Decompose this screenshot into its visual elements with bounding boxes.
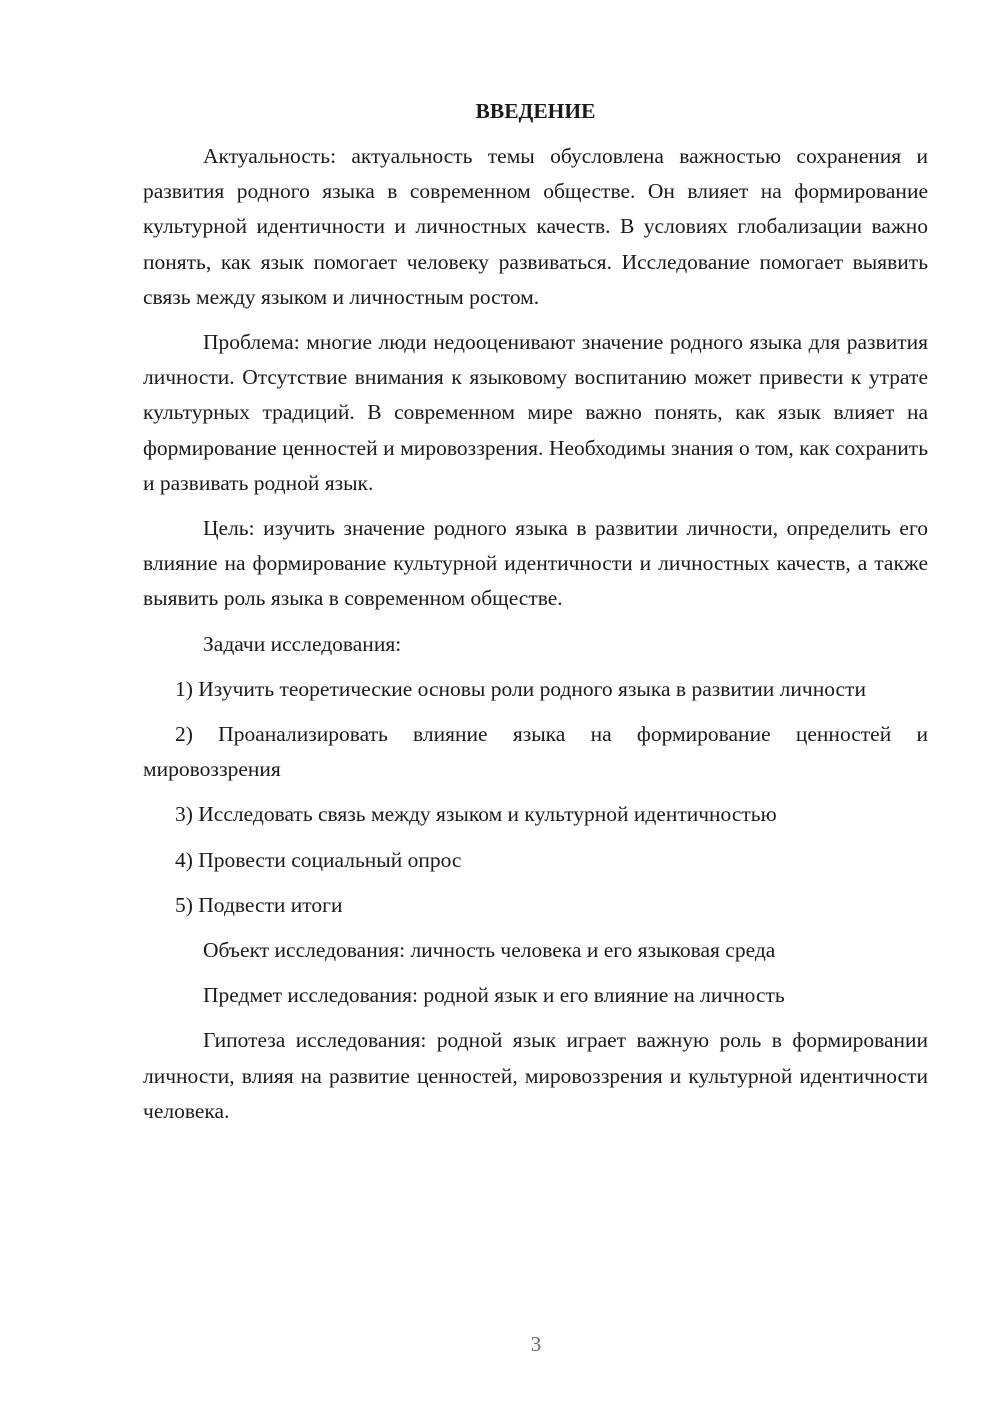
task-item-5: 5) Подвести итоги — [175, 892, 343, 917]
research-subject: Предмет исследования: родной язык и его влияние на личность — [203, 983, 785, 1008]
paragraph-goal: Цель: изучить значение родного языка в развитии личности, определить его влияние на формирование культурной идентичности и личностных качеств, а также выявить роль языка в современном обществе. — [143, 516, 928, 611]
paragraph-relevance: Актуальность: актуальность темы обусловлена важностью сохранения и развития родного языка в современном обществе. Он влияет на формирование культурной идентичности и личностных качеств. В условиях глобализации важно понять, как язык помогает человеку развиваться. Исследование помогает выявить связь между языком и личностным ростом. — [143, 144, 928, 309]
research-object: Объект исследования: личность человека и его языковая среда — [203, 938, 776, 963]
task-item-1: 1) Изучить теоретические основы роли родного языка в развитии личности — [175, 676, 866, 701]
paragraph-problem: Проблема: многие люди недооценивают значение родного языка для развития личности. Отсутствие внимания к языковому воспитанию может привести к утрате культурных традиций. В современном мире важно понять, как язык влияет на формирование ценностей и мировоззрения. Необходимы знания о том, как сохранить и развивать родной язык. — [143, 330, 928, 495]
page-title: ВВЕДЕНИЕ — [475, 99, 596, 123]
page-number: 3 — [530, 1332, 542, 1356]
document-page — [143, 95, 928, 1139]
task-item-4: 4) Провести социальный опрос — [175, 847, 462, 872]
research-hypothesis: Гипотеза исследования: родной язык играет важную роль в формировании личности, влияя на развитие ценностей, мировоззрения и культурной идентичности человека. — [143, 1028, 928, 1123]
tasks-heading: Задачи исследования: — [203, 631, 402, 656]
task-item-2: 2) Проанализировать влияние языка на формирование ценностей и мировоззрения — [143, 722, 928, 782]
task-item-3: 3) Исследовать связь между языком и культурной идентичностью — [175, 802, 777, 827]
